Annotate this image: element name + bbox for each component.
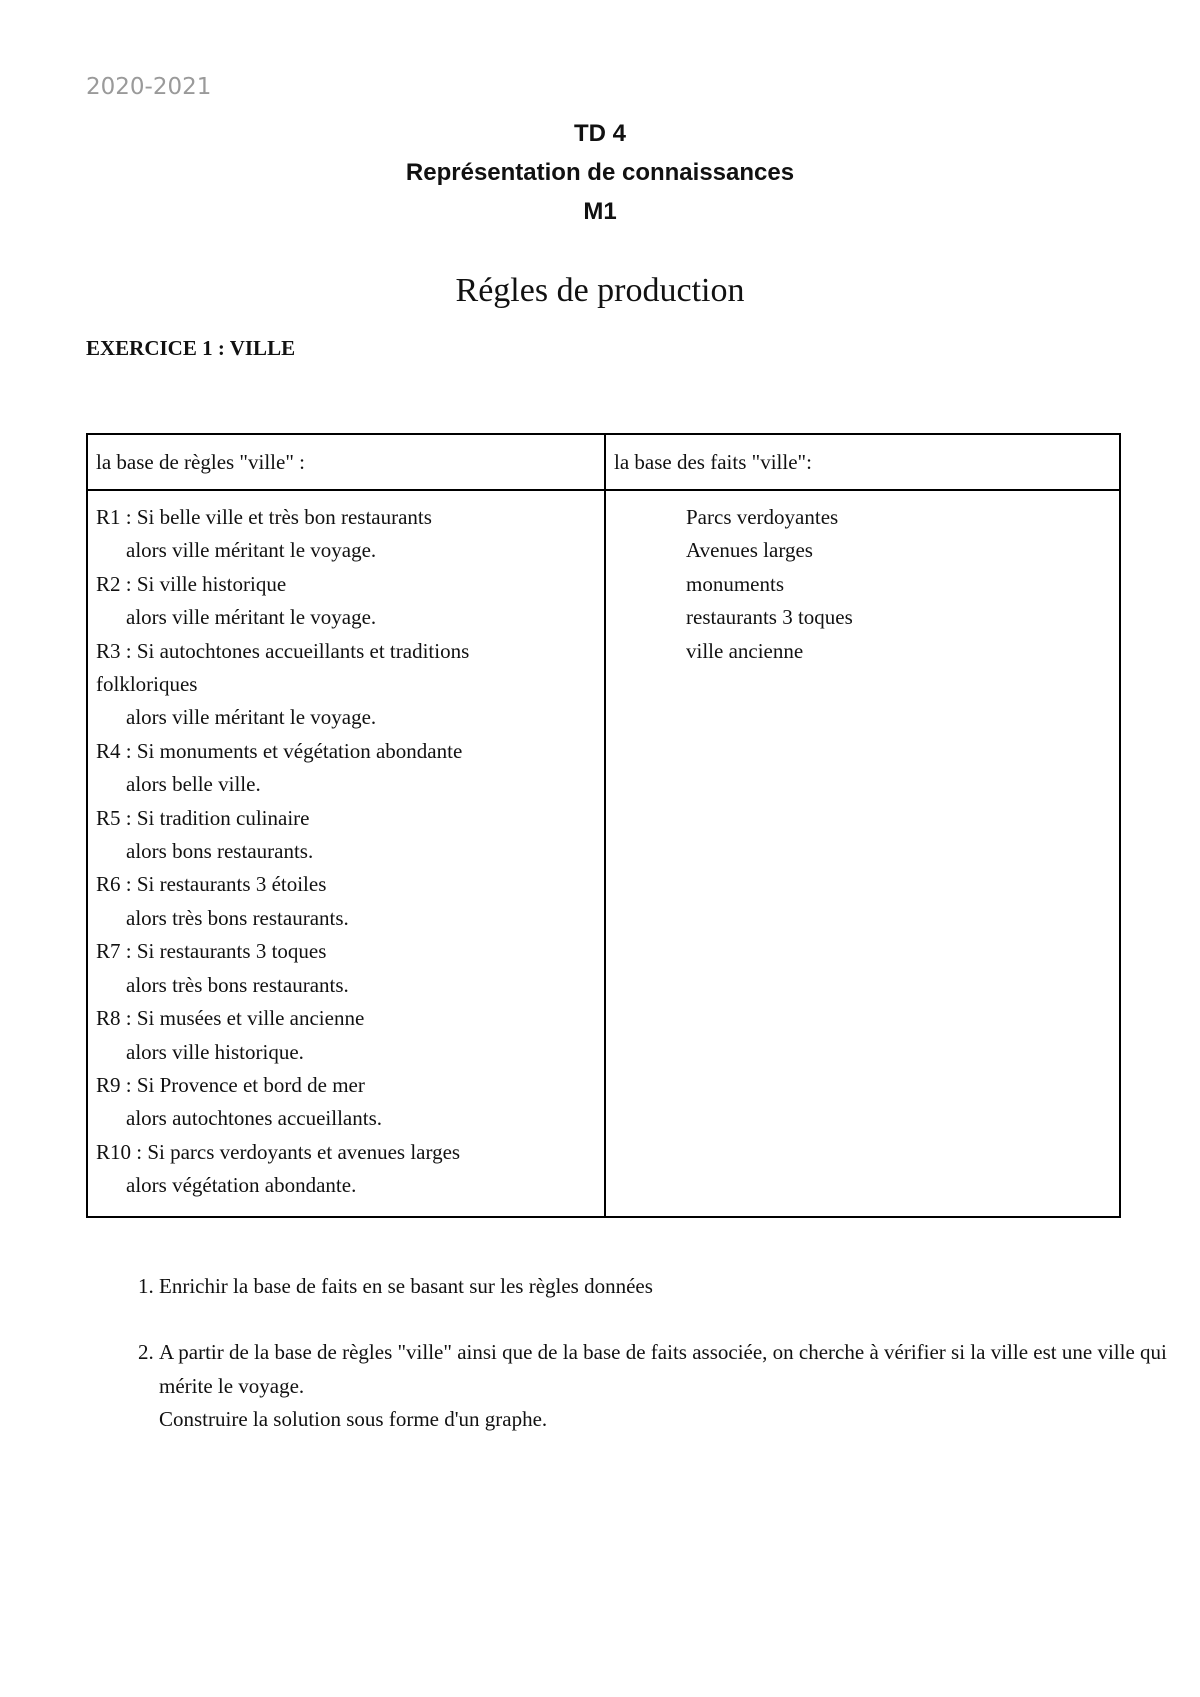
rule-conclusion: alors belle ville. (126, 772, 261, 797)
rule-condition: R8 : Si musées et ville ancienne (96, 1006, 365, 1031)
rule-condition: R3 : Si autochtones accueillants et traditions (96, 638, 470, 663)
rule-condition: R6 : Si restaurants 3 étoiles (96, 872, 327, 897)
rule-condition: R5 : Si tradition culinaire (96, 805, 310, 830)
rule-condition: R4 : Si monuments et végétation abondante (96, 738, 463, 763)
page-title: Régles de production (455, 272, 745, 309)
rule-conclusion: alors ville méritant le voyage. (126, 605, 377, 630)
table-body-row (87, 490, 1120, 1217)
rule-conclusion: alors très bons restaurants. (126, 905, 349, 930)
knowledge-base-table (86, 433, 1121, 1218)
rule-conclusion: alors végétation abondante. (126, 1173, 357, 1198)
level-label: M1 (583, 198, 617, 225)
rules-base-header: la base de règles "ville" : (87, 434, 605, 490)
fact-item: restaurants 3 toques (686, 605, 853, 630)
document-header (0, 114, 1200, 231)
rule-condition: R9 : Si Provence et bord de mer (96, 1072, 365, 1097)
fact-item: monuments (686, 571, 784, 596)
rule-conclusion: alors autochtones accueillants. (126, 1106, 382, 1131)
question-text: 2. A partir de la base de règles "ville" ainsi que de la base de faits associée, on cherche à vérifier si la ville est une ville qui mérite le voyage. (159, 1340, 1167, 1398)
course-title: Représentation de connaissances (405, 159, 795, 186)
rule-conclusion: alors ville méritant le voyage. (126, 538, 377, 563)
rule-conclusion: alors ville méritant le voyage. (126, 705, 377, 730)
rule-condition: R2 : Si ville historique (96, 571, 287, 596)
rule-conclusion: alors bons restaurants. (126, 839, 314, 864)
rule-conclusion: alors très bons restaurants. (126, 972, 349, 997)
facts-cell (605, 490, 1120, 1217)
table-header-row (87, 434, 1120, 490)
fact-item: Parcs verdoyantes (686, 505, 839, 529)
rule-condition: R1 : Si belle ville et très bon restaurants (96, 505, 432, 529)
questions-list (86, 1270, 1199, 1470)
rule-condition: R7 : Si restaurants 3 toques (96, 939, 327, 964)
fact-item: Avenues larges (686, 538, 813, 563)
td-number: TD 4 (573, 120, 626, 147)
rule-conclusion: alors ville historique. (126, 1039, 304, 1064)
facts-base-header: la base des faits "ville": (605, 434, 1120, 490)
exercise-title: EXERCICE 1 : VILLE (86, 336, 296, 360)
question-item (159, 1270, 1199, 1303)
rules-cell (87, 490, 605, 1217)
question-item (159, 1336, 1199, 1436)
rule-condition: folkloriques (96, 672, 198, 697)
academic-year: 2020-2021 (86, 74, 212, 100)
question-text: Construire la solution sous forme d'un graphe. (159, 1407, 548, 1432)
fact-item: ville ancienne (686, 638, 804, 663)
question-text: 1. Enrichir la base de faits en se basant sur les règles données (159, 1274, 653, 1298)
rule-condition: R10 : Si parcs verdoyants et avenues larges (96, 1139, 461, 1164)
